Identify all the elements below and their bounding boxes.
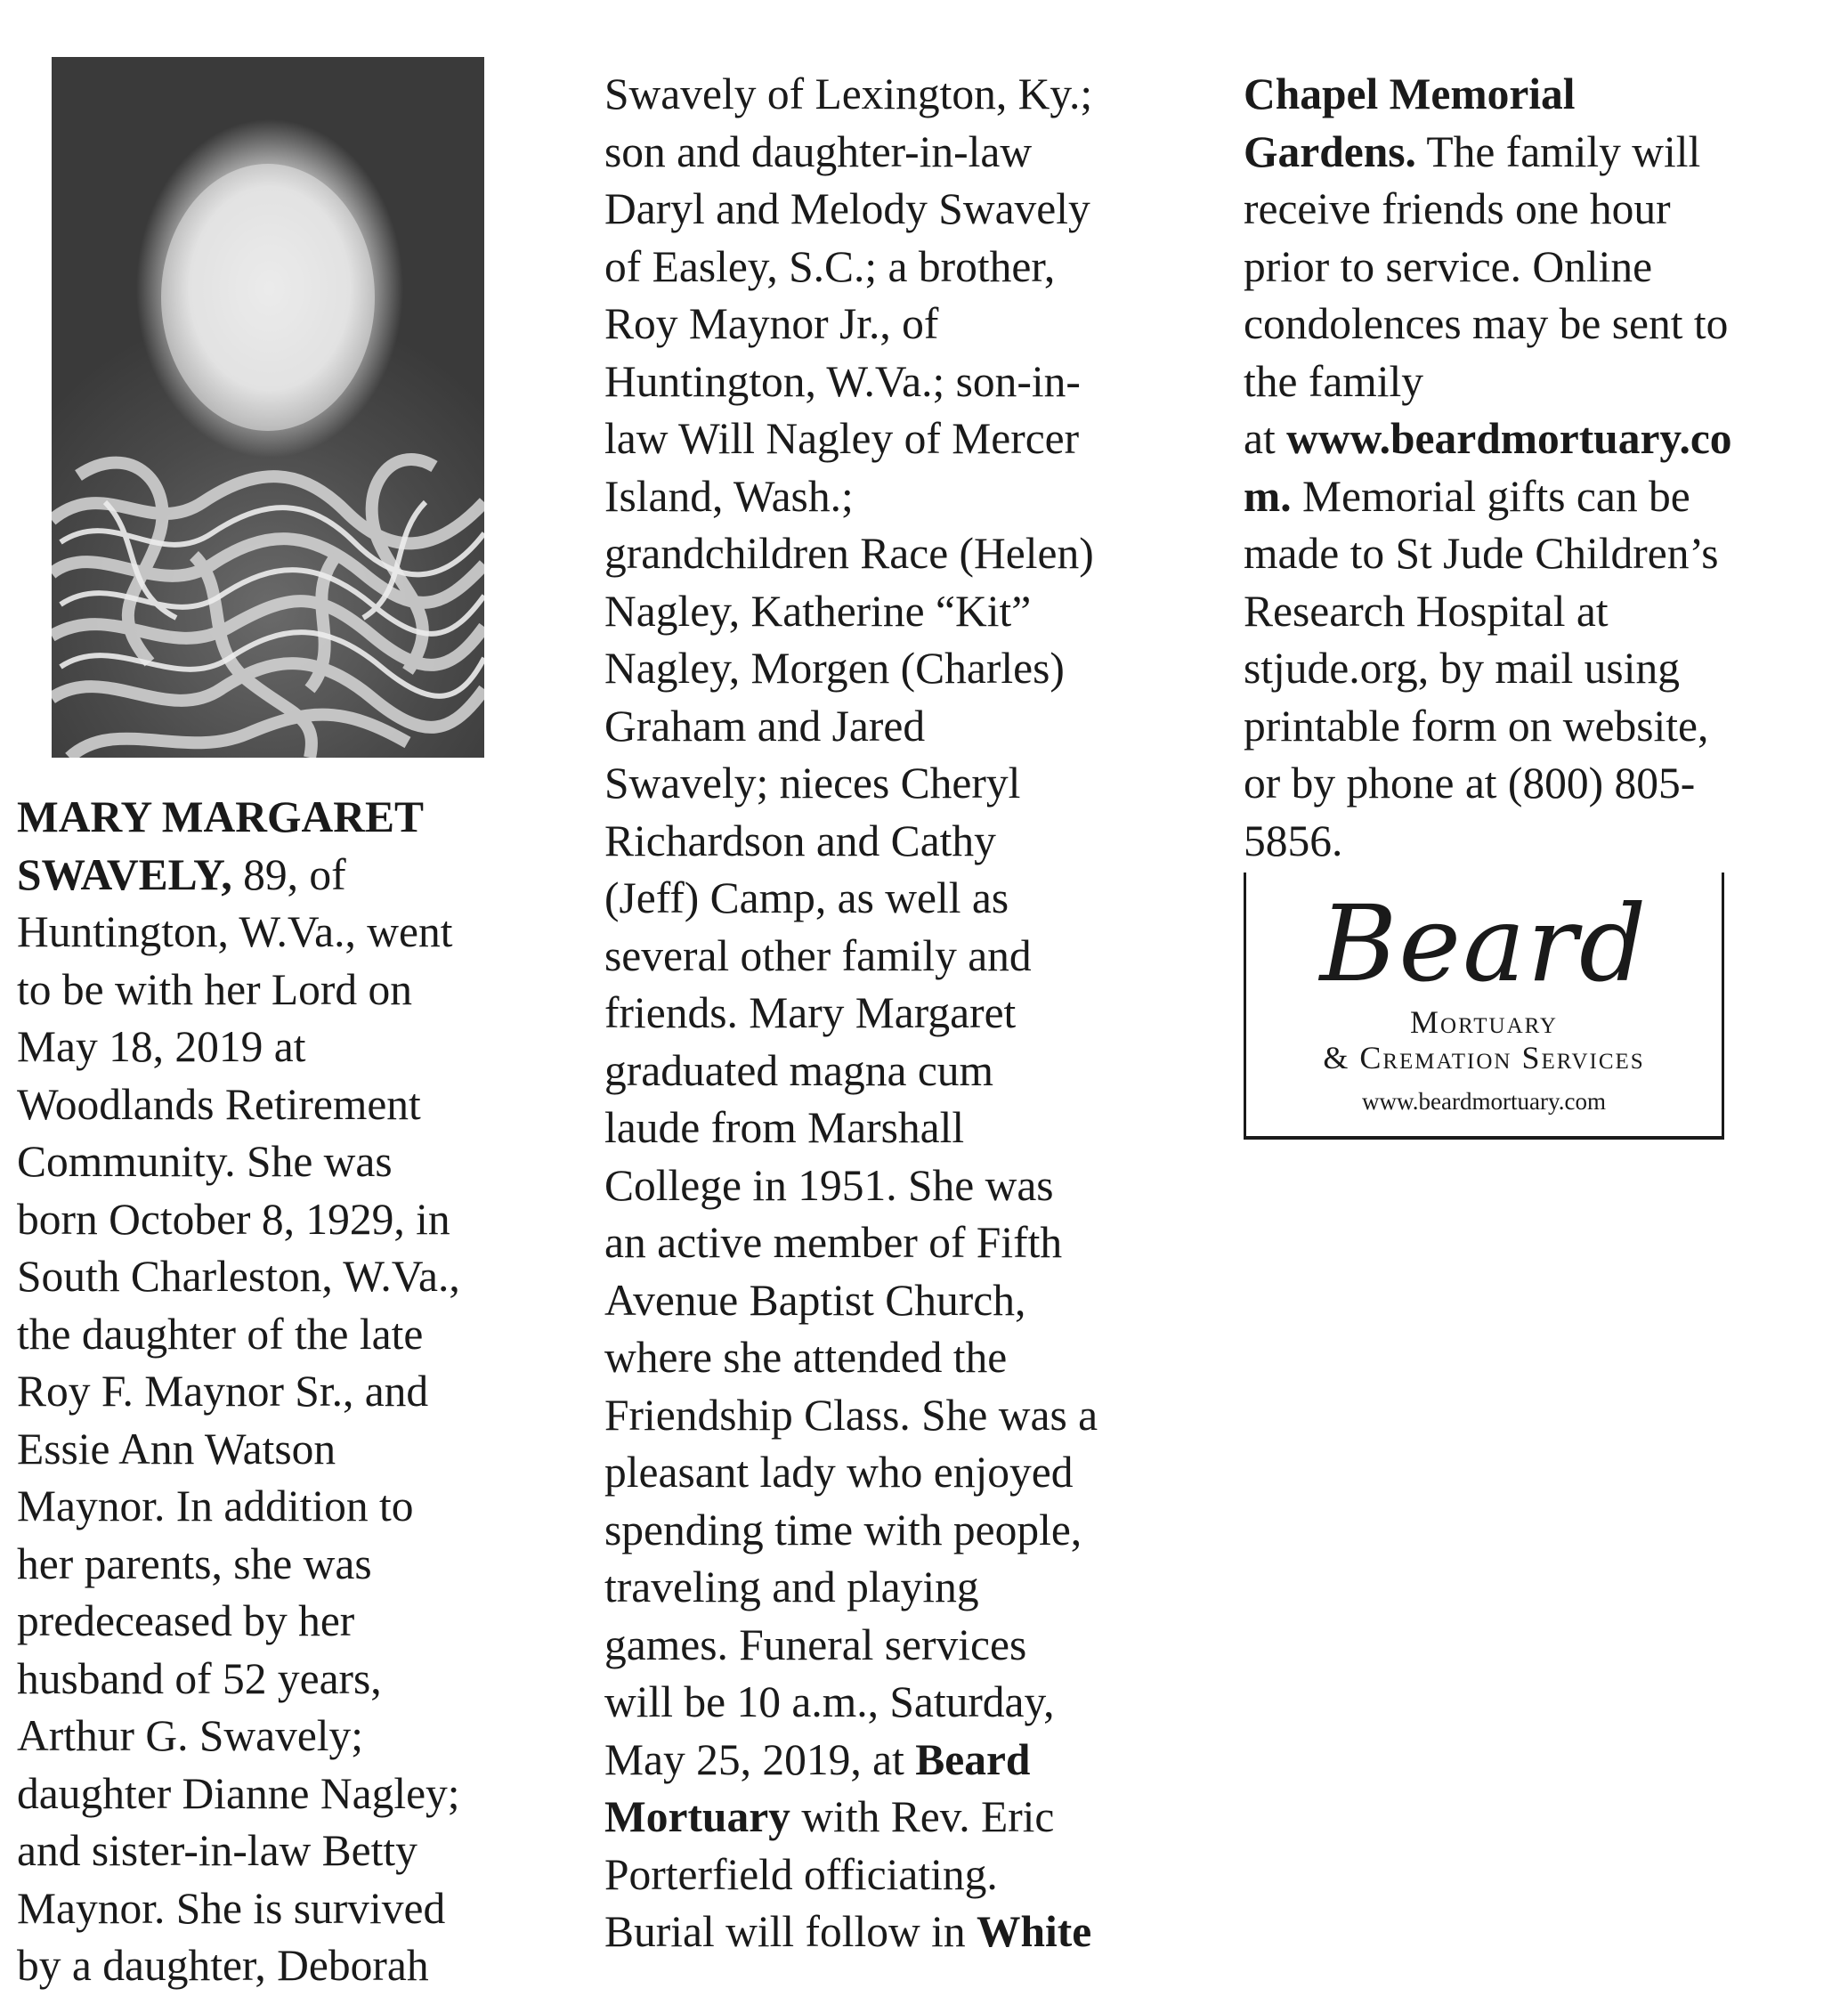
text-line <box>604 239 1098 296</box>
logo-website-url: www.beardmortuary.com <box>1362 1088 1606 1115</box>
text-line <box>604 1272 1098 1330</box>
text-line <box>17 789 460 847</box>
text-segment: Richardson and Cathy <box>604 816 996 865</box>
bold-text: Chapel Memorial <box>1244 69 1576 118</box>
obituary-column-1 <box>17 789 460 1995</box>
text-segment: Avenue Baptist Church, <box>604 1275 1026 1325</box>
text-segment: Community. She was <box>17 1137 393 1186</box>
text-line <box>17 1133 460 1191</box>
text-line <box>604 755 1098 813</box>
text-segment: will be 10 a.m., Saturday, <box>604 1677 1055 1726</box>
bold-text: Gardens. <box>1244 126 1416 176</box>
bold-text: MARY MARGARET <box>17 792 425 841</box>
text-line <box>604 640 1098 698</box>
text-line <box>604 1903 1098 1961</box>
text-segment: born October 8, 1929, in <box>17 1194 450 1244</box>
text-segment: South Charleston, W.Va., <box>17 1252 460 1301</box>
text-segment: pleasant lady who enjoyed <box>604 1448 1074 1497</box>
text-line <box>604 1502 1098 1560</box>
text-segment: Research Hospital at <box>1244 586 1609 636</box>
text-line <box>17 1708 460 1765</box>
text-line <box>17 1651 460 1709</box>
text-segment: Maynor. She is survived <box>17 1883 446 1933</box>
text-line <box>17 1191 460 1249</box>
text-segment: and sister-in-law Betty <box>17 1826 417 1875</box>
text-line <box>604 296 1098 353</box>
text-line <box>1244 296 1732 353</box>
text-line <box>604 870 1098 928</box>
text-line <box>1244 353 1732 411</box>
text-segment: Porterfield officiating. <box>604 1849 998 1899</box>
text-line <box>604 468 1098 526</box>
text-line <box>17 1076 460 1134</box>
text-segment: spending time with people, <box>604 1505 1082 1554</box>
text-segment: College in 1951. She was <box>604 1160 1054 1210</box>
bold-text: SWAVELY, <box>17 849 232 899</box>
text-segment: Essie Ann Watson <box>17 1424 336 1473</box>
text-line <box>1244 583 1732 641</box>
text-line <box>604 181 1098 239</box>
text-line <box>17 1306 460 1364</box>
text-line <box>604 1444 1098 1502</box>
text-line <box>1244 239 1732 296</box>
text-line <box>17 1765 460 1823</box>
text-line <box>1244 640 1732 698</box>
text-segment: to be with her Lord on <box>17 964 413 1014</box>
text-line <box>604 1387 1098 1445</box>
text-segment: Friendship Class. She was a <box>604 1390 1098 1440</box>
text-segment: stjude.org, by mail using <box>1244 644 1680 693</box>
text-segment: laude from Marshall <box>604 1103 965 1152</box>
text-line <box>17 1880 460 1938</box>
text-segment: of Easley, S.C.; a brother, <box>604 241 1056 291</box>
text-segment: Huntington, W.Va., went <box>17 907 453 956</box>
text-segment: traveling and playing <box>604 1563 979 1611</box>
text-segment: Swavely of Lexington, Ky.; <box>604 69 1093 118</box>
text-line <box>604 353 1098 411</box>
text-segment: Nagley, Katherine “Kit” <box>604 586 1032 636</box>
text-segment: printable form on website, <box>1244 701 1709 751</box>
text-line <box>1244 468 1732 526</box>
text-line <box>604 698 1098 756</box>
text-line <box>1244 124 1732 182</box>
bold-text: Mortuary <box>604 1792 790 1841</box>
text-segment: made to St Jude Children’s <box>1244 529 1719 578</box>
text-segment: Maynor. In addition to <box>17 1481 414 1530</box>
bold-text: White <box>976 1907 1092 1956</box>
text-line <box>17 1822 460 1880</box>
text-segment: several other family and <box>604 930 1032 980</box>
portrait-photo <box>52 57 484 758</box>
text-segment: by a daughter, Deborah <box>17 1941 429 1990</box>
text-segment: grandchildren Race (Helen) <box>604 529 1094 578</box>
text-segment: 5856. <box>1244 816 1343 865</box>
text-line <box>604 985 1098 1043</box>
text-line <box>604 1732 1098 1790</box>
text-line <box>17 1248 460 1306</box>
text-line <box>17 1363 460 1421</box>
text-segment: Daryl and Melody Swavely <box>604 184 1090 233</box>
text-line <box>604 813 1098 871</box>
text-segment: predeceased by her <box>17 1596 355 1645</box>
text-segment: graduated magna cum <box>604 1045 994 1095</box>
text-line <box>604 1214 1098 1272</box>
text-line <box>17 1019 460 1076</box>
text-segment: receive friends one hour <box>1244 184 1671 233</box>
text-line <box>604 1674 1098 1732</box>
text-line <box>17 847 460 905</box>
text-segment: son and daughter-in-law <box>604 126 1033 176</box>
text-line <box>1244 525 1732 583</box>
text-line <box>1244 66 1732 124</box>
text-segment: Island, Wash.; <box>604 471 854 521</box>
text-segment: friends. Mary Margaret <box>604 988 1017 1037</box>
text-segment: husband of 52 years, <box>17 1653 382 1703</box>
text-line <box>1244 410 1732 468</box>
bold-text: m. <box>1244 471 1292 521</box>
text-segment: Huntington, W.Va.; son-in- <box>604 356 1081 406</box>
text-segment: games. Funeral services <box>604 1619 1027 1669</box>
text-line <box>1244 698 1732 756</box>
text-segment: (Jeff) Camp, as well as <box>604 873 1009 922</box>
text-line <box>604 1847 1098 1904</box>
text-segment: May 18, 2019 at <box>17 1022 306 1071</box>
text-segment: Graham and Jared <box>604 701 926 751</box>
text-line <box>604 1043 1098 1100</box>
text-line <box>17 1478 460 1536</box>
text-segment: Arthur G. Swavely; <box>17 1711 364 1760</box>
text-segment: Woodlands Retirement <box>17 1079 421 1129</box>
text-line <box>604 1559 1098 1617</box>
text-segment: daughter Dianne Nagley; <box>17 1768 460 1818</box>
text-line <box>17 1937 460 1995</box>
text-line <box>604 928 1098 986</box>
text-segment: Burial will follow in <box>604 1907 977 1956</box>
text-segment: 89, of <box>231 849 346 899</box>
text-segment: May 25, 2019, at <box>604 1734 916 1784</box>
obituary-column-2 <box>604 66 1098 1961</box>
text-segment: Swavely; nieces Cheryl <box>604 759 1021 808</box>
obituary-column-3 <box>1244 66 1732 870</box>
portrait-pattern <box>52 57 484 758</box>
bold-text: www.beardmortuary.co <box>1286 414 1732 463</box>
text-segment: Roy F. Maynor Sr., and <box>17 1367 429 1416</box>
text-line <box>17 962 460 1019</box>
text-segment: The family will <box>1415 126 1701 176</box>
text-line <box>604 1157 1098 1215</box>
text-line <box>1244 755 1732 813</box>
mortuary-logo <box>1244 873 1724 1140</box>
text-segment: an active member of Fifth <box>604 1218 1063 1267</box>
text-line <box>604 583 1098 641</box>
text-line <box>604 525 1098 583</box>
logo-services-label: & Cremation Services <box>1323 1040 1645 1075</box>
text-segment: with Rev. Eric <box>790 1792 1055 1841</box>
text-line <box>604 66 1098 124</box>
text-segment: Nagley, Morgen (Charles) <box>604 644 1065 693</box>
text-segment: at <box>1244 414 1287 463</box>
text-segment: prior to service. Online <box>1244 241 1653 291</box>
text-segment: the daughter of the late <box>17 1309 424 1359</box>
text-segment: Memorial gifts can be <box>1291 471 1690 521</box>
text-segment: condolences may be sent to <box>1244 299 1729 348</box>
text-line <box>17 1421 460 1479</box>
text-segment: Roy Maynor Jr., of <box>604 299 939 348</box>
text-segment: where she attended the <box>604 1333 1008 1382</box>
text-line <box>604 1617 1098 1675</box>
logo-mortuary-label: Mortuary <box>1410 1004 1558 1040</box>
text-line <box>17 1593 460 1651</box>
text-line <box>604 1100 1098 1157</box>
text-segment: or by phone at (800) 805- <box>1244 759 1696 808</box>
text-line <box>1244 181 1732 239</box>
bold-text: Beard <box>915 1734 1031 1784</box>
text-line <box>604 410 1098 468</box>
text-line <box>17 904 460 962</box>
text-line <box>17 1536 460 1594</box>
text-line <box>1244 813 1732 871</box>
text-line <box>604 1789 1098 1847</box>
text-line <box>604 124 1098 182</box>
logo-script-name: Beard <box>1319 882 1649 1005</box>
text-segment: her parents, she was <box>17 1538 372 1588</box>
text-segment: law Will Nagley of Mercer <box>604 414 1080 463</box>
text-line <box>604 1329 1098 1387</box>
text-segment: the family <box>1244 356 1424 406</box>
